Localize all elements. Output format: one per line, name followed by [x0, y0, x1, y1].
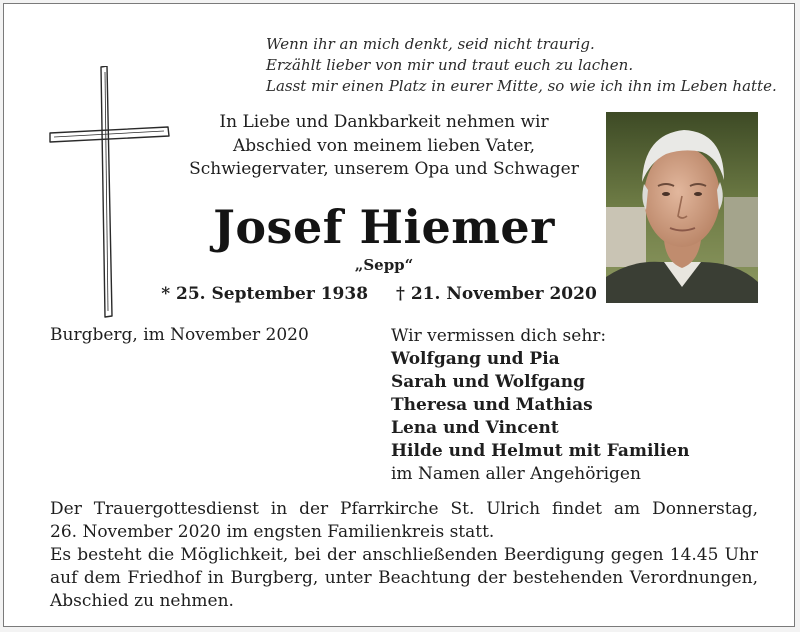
service-line: Der Trauergottesdienst in der Pfarrkirche St. Ulrich findet am Donnerstag, — [50, 499, 758, 519]
birth-date: * 25. September 1938 — [161, 284, 369, 304]
service-line: Abschied zu nehmen. — [50, 591, 234, 611]
mourners-closing: im Namen aller Angehörigen — [391, 464, 641, 484]
intro-line: Abschied von meinem lieben Vater, — [232, 135, 536, 156]
mourner-name: Hilde und Helmut mit Familien — [391, 441, 690, 461]
mourner-name: Sarah und Wolfgang — [391, 372, 586, 392]
mourner-name: Lena und Vincent — [391, 418, 559, 438]
deceased-nickname: „Sepp“ — [354, 256, 414, 274]
service-line: auf dem Friedhof in Burgberg, unter Beachtung der bestehenden Verordnungen, — [50, 568, 758, 588]
poem-line: Erzählt lieber von mir und traut euch zu lachen. — [266, 56, 634, 74]
intro-text — [174, 111, 594, 182]
poem-line: Wenn ihr an mich denkt, seid nicht traurig. — [266, 35, 595, 53]
service-line: 26. November 2020 im engsten Familienkreis statt. — [50, 522, 495, 542]
portrait-photo — [606, 112, 758, 303]
funeral-service-info — [50, 498, 758, 613]
service-line: Es besteht die Möglichkeit, bei der anschließenden Beerdigung gegen 14.45 Uhr — [50, 545, 758, 565]
portrait-illustration — [606, 112, 758, 303]
intro-line: Schwiegervater, unserem Opa und Schwager — [189, 159, 579, 179]
memorial-poem — [266, 34, 776, 97]
intro-line: In Liebe und Dankbarkeit nehmen wir — [219, 112, 549, 132]
life-dates — [154, 284, 604, 304]
poem-line: Lasst mir einen Platz in eurer Mitte, so wie ich ihn im Leben hatte. — [266, 77, 777, 95]
cross-icon — [48, 66, 172, 318]
obituary-notice — [3, 3, 795, 627]
mourners-heading: Wir vermissen dich sehr: — [391, 326, 607, 346]
deceased-name: Josef Hiemer — [213, 200, 555, 254]
mourner-name: Theresa und Mathias — [391, 395, 593, 415]
place-and-date: Burgberg, im November 2020 — [50, 325, 309, 345]
death-date: † 21. November 2020 — [396, 284, 597, 304]
mourner-name: Wolfgang und Pia — [391, 349, 560, 369]
mourners-list — [391, 325, 690, 486]
